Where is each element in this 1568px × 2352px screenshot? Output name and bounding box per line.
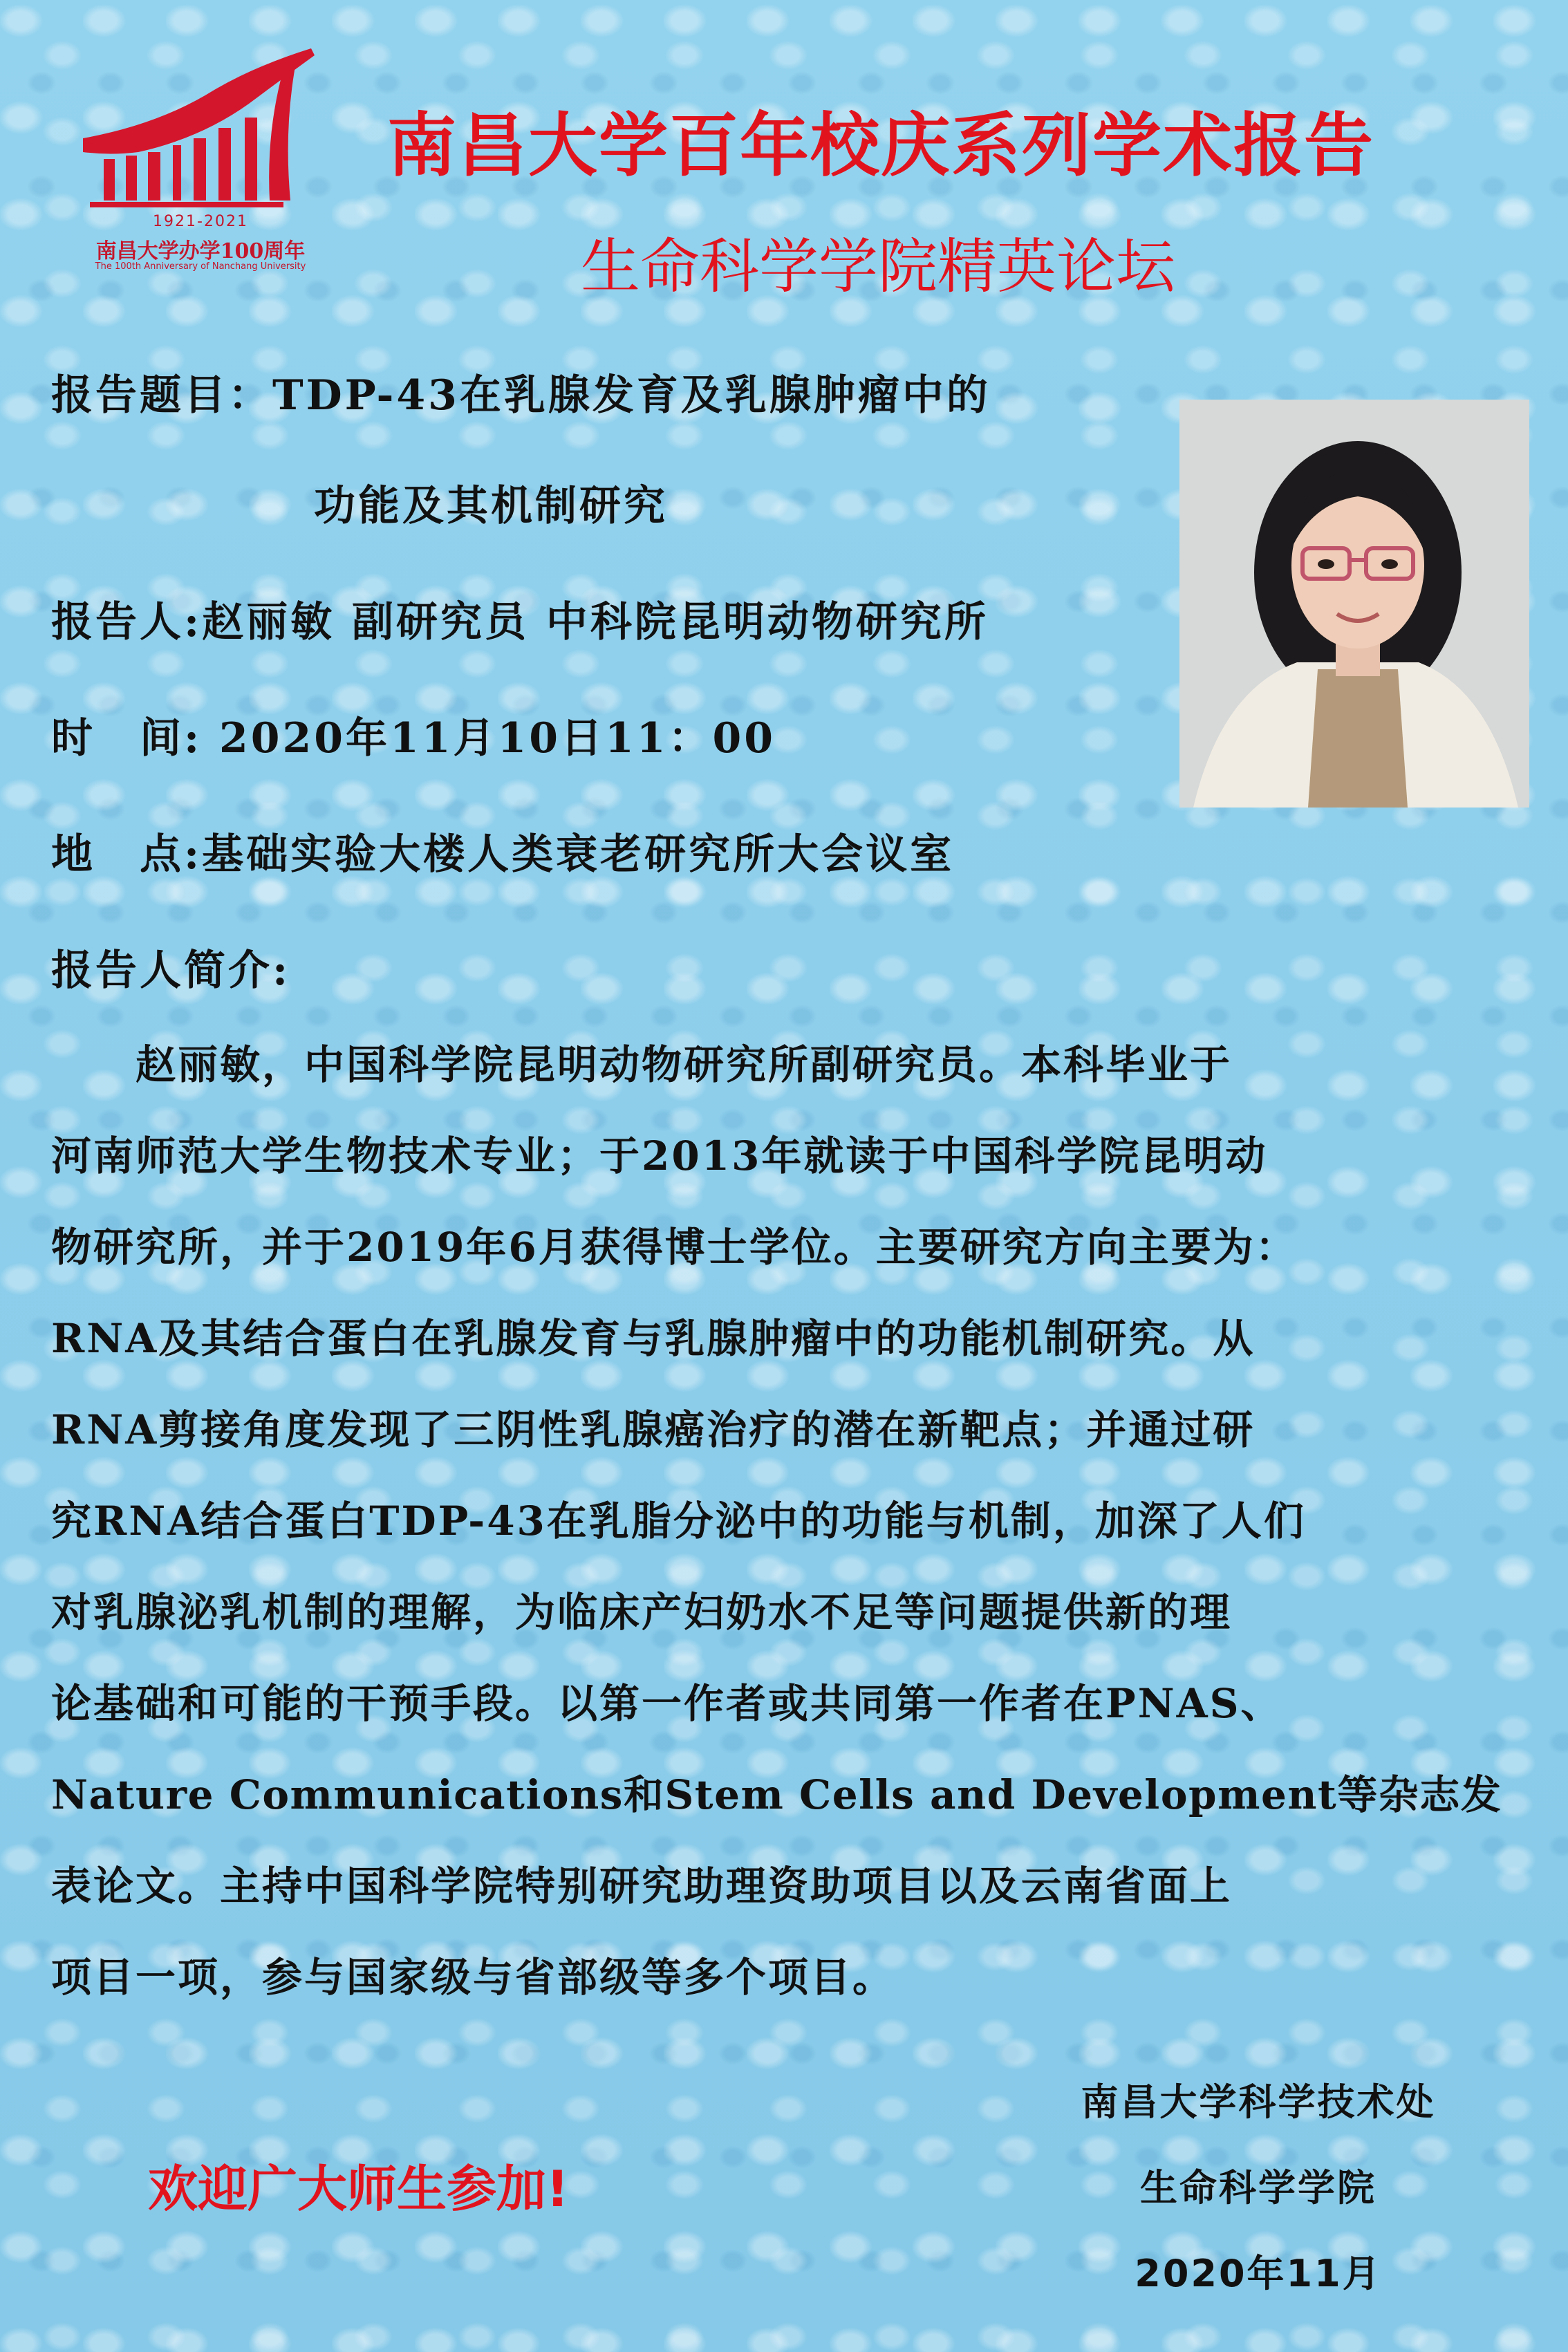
gate-emblem-icon [76,41,325,214]
bio-line: 赵丽敏，中国科学院昆明动物研究所副研究员。本科毕业于 [51,1041,1233,1088]
bio-line: 表论文。主持中国科学院特别研究助理资助项目以及云南省面上 [51,1863,1233,1910]
bio-line: 对乳腺泌乳机制的理解，为临床产妇奶水不足等问题提供新的理 [51,1589,1233,1636]
organizer-1: 南昌大学科学技术处 [1081,2080,1436,2124]
logo-years: 1921-2021 [153,213,248,230]
university-anniversary-logo [76,41,325,277]
bio-line: RNA及其结合蛋白在乳腺发育与乳腺肿瘤中的功能机制研究。从 [51,1315,1256,1362]
place-label: 地 点: [51,830,203,879]
logo-text-cn: 南昌大学办学100周年 [95,239,306,263]
place-value: 基础实验大楼人类衰老研究所大会议室 [202,830,955,879]
bio-line: 河南师范大学生物技术专业；于2013年就读于中国科学院昆明动 [51,1132,1268,1179]
speaker-photo [1179,400,1529,808]
topic-line-1 [51,362,991,422]
poster-subtitle: 生命科学学院精英论坛 [581,232,1175,301]
bio-line: RNA剪接角度发现了三阴性乳腺癌治疗的潜在新靶点；并通过研 [51,1406,1256,1453]
topic-value-2: 功能及其机制研究 [314,482,668,530]
place-line [51,821,954,881]
bio-paragraph [51,1019,1510,2023]
bio-line: 物研究所，并于2019年6月获得博士学位。主要研究方向主要为： [51,1224,1298,1271]
speaker-label: 报告人: [51,598,203,646]
poster-title: 南昌大学百年校庆系列学术报告 [387,105,1374,186]
speaker-portrait-image [1179,400,1529,808]
speaker-line [51,589,989,648]
time-value: 2020年11月10日11：00 [202,714,776,763]
bio-line: Nature Communications和Stem Cells and Development等杂志发 [51,1771,1502,1818]
bio-heading: 报告人简介: [51,946,291,995]
bio-line: 项目一项，参与国家级与省部级等多个项目。 [51,1954,895,2001]
issue-date: 2020年11月 [1135,2252,1382,2295]
time-line [51,705,776,765]
time-label: 时 间: [51,714,203,763]
speaker-value: 赵丽敏 副研究员 中科院昆明动物研究所 [202,598,989,646]
topic-value-1: TDP-43在乳腺发育及乳腺肿瘤中的 [272,371,991,420]
bio-line: 究RNA结合蛋白TDP-43在乳脂分泌中的功能与机制，加深了人们 [51,1497,1306,1544]
welcome-message: 欢迎广大师生参加! [148,2160,569,2218]
organizer-2: 生命科学学院 [1140,2165,1376,2210]
logo-text-en: The 100th Anniversary of Nanchang University [95,261,306,272]
topic-label: 报告题目： [51,371,272,420]
bio-line: 论基础和可能的干预手段。以第一作者或共同第一作者在PNAS、 [51,1680,1283,1727]
